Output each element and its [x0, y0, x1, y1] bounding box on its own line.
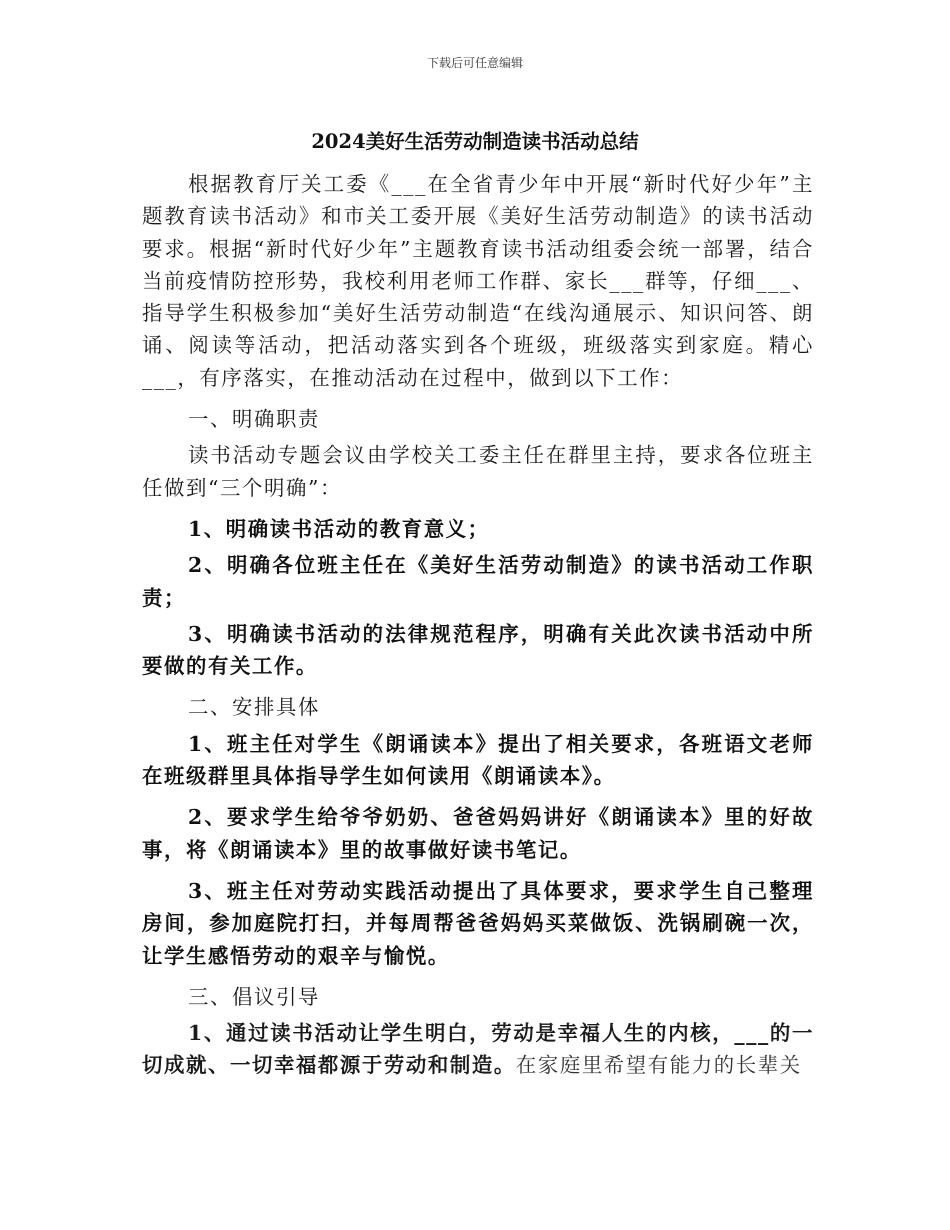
section-3-item-1-bold: 1、通过读书活动让学生明白，劳动是幸福人生的内核，___的一切成就、一切幸福都源于劳动和制造。 — [142, 1021, 814, 1078]
page-header-note: 下载后可任意编辑 — [426, 56, 523, 70]
document-body — [142, 168, 814, 1091]
section-2-item-3: 3、班主任对劳动实践活动提出了具体要求，要求学生自己整理房间，参加庭院打扫，并每周帮爸爸妈妈买菜做饭、洗锅刷碗一次，让学生感悟劳动的艰辛与愉悦。 — [142, 878, 814, 968]
section-1-body: 读书活动专题会议由学校关工委主任在群里主持，要求各位班主任做到“三个明确”： — [142, 443, 814, 500]
document-title: 2024美好生活劳动制造读书活动总结 — [311, 130, 639, 153]
section-3-heading: 三、倡议引导 — [188, 984, 320, 1009]
section-1-heading: 一、明确职责 — [188, 407, 320, 432]
section-1-item-1: 1、明确读书活动的教育意义； — [188, 516, 490, 541]
section-2-item-1: 1、班主任对学生《朗诵读本》提出了相关要求，各班语文老师在班级群里具体指导学生如何读用《朗诵读本》。 — [142, 731, 814, 789]
section-1-item-2: 2、明确各位班主任在《美好生活劳动制造》的读书活动工作职责； — [142, 553, 814, 610]
section-3-item-1 — [142, 1017, 814, 1082]
intro-paragraph: 根据教育厅关工委《___在全省青少年中开展“新时代好少年”主题教育读书活动》和市关工委开展《美好生活劳动制造》的读书活动要求。根据“新时代好少年”主题教育读书活动组委会统一部署，结合当前疫情防控形势，我校利用老师工作群、家长___群等，仔细___、指导学生积极参加“美好生活劳动制造“在线沟通展示、知识问答、朗诵、阅读等活动，把活动落实到各个班级，班级落实到家庭。精心___，有序落实，在推动活动在过程中，做到以下工作： — [142, 172, 814, 390]
section-3-item-1-normal: 在家庭里希望有能力的长辈关 — [515, 1053, 802, 1078]
section-2-item-2: 2、要求学生给爷爷奶奶、爸爸妈妈讲好《朗诵读本》里的好故事，将《朗诵读本》里的故事做好读书笔记。 — [142, 805, 814, 862]
section-1-item-3: 3、明确读书活动的法律规范程序，明确有关此次读书活动中所要做的有关工作。 — [142, 621, 814, 679]
section-2-heading: 二、安排具体 — [188, 695, 320, 720]
